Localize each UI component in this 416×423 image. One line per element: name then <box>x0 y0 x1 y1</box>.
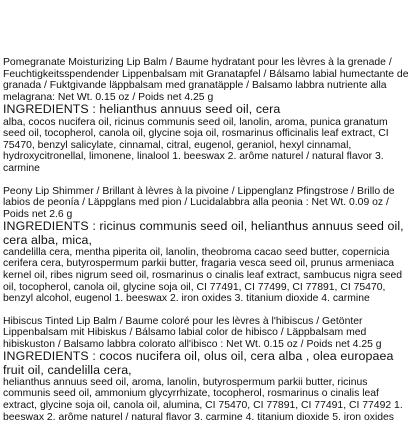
product-title: Hibiscus Tinted Lip Balm / Baume coloré pour les lèvres à l'hibiscus / Getönter Lippenbalsam mit Hibiskus / Bálsamo labial color de hibisco / Läppbalsam med hibiskuston / Balsamo labbra colorato all'ibisco : Net Wt. 0.15 oz / Poids net 4.25 g <box>3 315 382 350</box>
hibiscus-tinted-lip-balm-section <box>3 316 413 423</box>
pomegranate-lip-balm-section <box>3 57 413 175</box>
product-title: Pomegranate Moisturizing Lip Balm / Baume hydratant pour les lèvres à la grenade / Feuchtigkeitsspendender Lippenbalsam mit Granatapfel / Bálsamo labial humectante de granada / Fuktgivande läppbalsam med granatäpple / Balsamo labbra nutriente alla melagrana: Net Wt. 0.15 oz / Poids net 4.25 g <box>3 57 409 103</box>
ingredients-heading: INGREDIENTS : ricinus communis seed oil, helianthus annuus seed oil, cera alba, mica, <box>3 219 404 247</box>
ingredients-heading: INGREDIENTS : helianthus annuus seed oil, cera <box>3 102 281 117</box>
ingredients-list: alba, cocos nucifera oil, ricinus communis seed oil, lanolin, aroma, punica granatum seed oil, tocopherol, canola oil, glycine soja oil, rosmarinus officinalis leaf extract, CI 75470, benzyl salicylate, cinnamal, citral, eugenol, geraniol, hexyl cinnamal, hydroxycitronellal, limonene, linalool 1. beeswax 2. arôme naturel / natural flavor 3. carmine <box>3 116 389 174</box>
peony-lip-shimmer-section <box>3 186 413 305</box>
ingredients-list: helianthus annuus seed oil, aroma, lanolin, butyrospermum parkii butter, ricinus communis seed oil, ammonium glycyrrhizate, tocopherol, rosmarinus o cinalis leaf extract, glycine soja oil, canola oil, alumina, CI 75470, CI 77891, CI 77491, CI 77492 1. beeswax 2. arôme naturel / natural flavor 3. carmine 4. titanium dioxide 5. iron oxides <box>3 376 403 423</box>
ingredients-list: candelilla cera, mentha piperita oil, lanolin, theobroma cacao seed butter, copernicia cerifera cera, butyrospermum parkii butter, fragaria vesca seed oil, prunus armeniaca kernel oil, ribes nigrum seed oil, rosmarinus o cinalis leaf extract, sambucus nigra seed oil, tocopherol, canola oil, glycine soja oil, CI 77491, CI 77499, CI 77891, CI 75470, benzyl alcohol, eugenol 1. beeswax 2. iron oxides 3. titanium dioxide 4. carmine <box>3 246 403 305</box>
product-ingredients-document <box>3 57 413 423</box>
product-title: Peony Lip Shimmer / Brillant à lèvres à la pivoine / Lippenglanz Pfingstrose / Brillo de labios de peonía / Läppglans med pion / Lucidalabbra alla peonia : Net Wt. 0.09 oz / Poids net 2.6 g <box>3 185 395 220</box>
ingredients-heading: INGREDIENTS : cocos nucifera oil, olus oil, cera alba , olea europaea fruit oil, candelilla cera, <box>3 349 394 377</box>
